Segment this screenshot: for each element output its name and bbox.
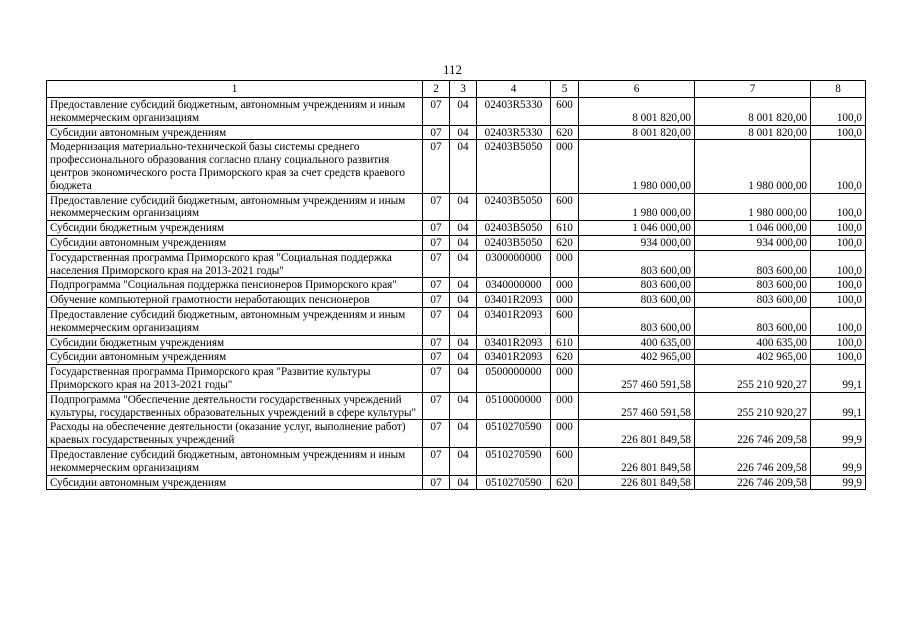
execution-percent-cell: 100,0 bbox=[811, 140, 866, 193]
table-row bbox=[47, 420, 866, 448]
expense-type-cell: 000 bbox=[551, 250, 579, 278]
expense-name-cell: Субсидии бюджетным учреждениям bbox=[47, 221, 423, 236]
expense-type-cell: 620 bbox=[551, 475, 579, 490]
table-row bbox=[47, 307, 866, 335]
section-code-cell: 07 bbox=[423, 335, 450, 350]
subsection-code-cell: 04 bbox=[450, 475, 477, 490]
subsection-code-cell: 04 bbox=[450, 307, 477, 335]
executed-amount-cell: 1 980 000,00 bbox=[695, 193, 811, 221]
expense-type-cell: 000 bbox=[551, 293, 579, 308]
target-article-cell: 02403B5050 bbox=[477, 140, 551, 193]
expense-name-cell: Государственная программа Приморского края "Социальная поддержка населения Приморского края на 2013-2021 годы" bbox=[47, 250, 423, 278]
section-code-cell: 07 bbox=[423, 235, 450, 250]
expense-type-cell: 000 bbox=[551, 140, 579, 193]
execution-percent-cell: 100,0 bbox=[811, 278, 866, 293]
planned-amount-cell: 1 980 000,00 bbox=[579, 193, 695, 221]
column-header: 2 bbox=[423, 81, 450, 98]
subsection-code-cell: 04 bbox=[450, 235, 477, 250]
planned-amount-cell: 400 635,00 bbox=[579, 335, 695, 350]
expense-type-cell: 600 bbox=[551, 98, 579, 126]
target-article-cell: 03401R2093 bbox=[477, 307, 551, 335]
expense-name-cell: Подпрограмма "Социальная поддержка пенсионеров Приморского края" bbox=[47, 278, 423, 293]
subsection-code-cell: 04 bbox=[450, 278, 477, 293]
column-header: 3 bbox=[450, 81, 477, 98]
target-article-cell: 0340000000 bbox=[477, 278, 551, 293]
expense-type-cell: 600 bbox=[551, 193, 579, 221]
section-code-cell: 07 bbox=[423, 293, 450, 308]
expense-name-cell: Подпрограмма "Обеспечение деятельности государственных учреждений культуры, государственных образовательных учреждений в сфере культуры" bbox=[47, 392, 423, 420]
column-header: 6 bbox=[579, 81, 695, 98]
planned-amount-cell: 257 460 591,58 bbox=[579, 392, 695, 420]
executed-amount-cell: 1 980 000,00 bbox=[695, 140, 811, 193]
planned-amount-cell: 1 046 000,00 bbox=[579, 221, 695, 236]
expense-name-cell: Субсидии автономным учреждениям bbox=[47, 350, 423, 365]
table-row bbox=[47, 221, 866, 236]
column-header: 4 bbox=[477, 81, 551, 98]
planned-amount-cell: 803 600,00 bbox=[579, 307, 695, 335]
subsection-code-cell: 04 bbox=[450, 140, 477, 193]
section-code-cell: 07 bbox=[423, 475, 450, 490]
page-number: 112 bbox=[442, 62, 463, 77]
executed-amount-cell: 803 600,00 bbox=[695, 250, 811, 278]
table-row bbox=[47, 98, 866, 126]
section-code-cell: 07 bbox=[423, 140, 450, 193]
expense-type-cell: 610 bbox=[551, 335, 579, 350]
planned-amount-cell: 803 600,00 bbox=[579, 293, 695, 308]
execution-percent-cell: 100,0 bbox=[811, 125, 866, 140]
expense-name-cell: Предоставление субсидий бюджетным, автономным учреждениям и иным некоммерческим организациям bbox=[47, 307, 423, 335]
planned-amount-cell: 402 965,00 bbox=[579, 350, 695, 365]
subsection-code-cell: 04 bbox=[450, 350, 477, 365]
budget-table bbox=[46, 80, 866, 490]
target-article-cell: 02403B5050 bbox=[477, 235, 551, 250]
target-article-cell: 02403B5050 bbox=[477, 193, 551, 221]
subsection-code-cell: 04 bbox=[450, 365, 477, 393]
section-code-cell: 07 bbox=[423, 392, 450, 420]
executed-amount-cell: 400 635,00 bbox=[695, 335, 811, 350]
section-code-cell: 07 bbox=[423, 250, 450, 278]
section-code-cell: 07 bbox=[423, 447, 450, 475]
expense-name-cell: Расходы на обеспечение деятельности (оказание услуг, выполнение работ) краевых государственных учреждений bbox=[47, 420, 423, 448]
executed-amount-cell: 803 600,00 bbox=[695, 293, 811, 308]
column-header: 1 bbox=[47, 81, 423, 98]
executed-amount-cell: 1 046 000,00 bbox=[695, 221, 811, 236]
section-code-cell: 07 bbox=[423, 278, 450, 293]
executed-amount-cell: 226 746 209,58 bbox=[695, 475, 811, 490]
table-row bbox=[47, 140, 866, 193]
subsection-code-cell: 04 bbox=[450, 125, 477, 140]
executed-amount-cell: 255 210 920,27 bbox=[695, 365, 811, 393]
planned-amount-cell: 226 801 849,58 bbox=[579, 475, 695, 490]
expense-type-cell: 620 bbox=[551, 235, 579, 250]
column-header: 7 bbox=[695, 81, 811, 98]
planned-amount-cell: 226 801 849,58 bbox=[579, 447, 695, 475]
section-code-cell: 07 bbox=[423, 193, 450, 221]
expense-name-cell: Предоставление субсидий бюджетным, автономным учреждениям и иным некоммерческим организациям bbox=[47, 193, 423, 221]
planned-amount-cell: 803 600,00 bbox=[579, 250, 695, 278]
subsection-code-cell: 04 bbox=[450, 193, 477, 221]
execution-percent-cell: 99,1 bbox=[811, 365, 866, 393]
executed-amount-cell: 226 746 209,58 bbox=[695, 447, 811, 475]
executed-amount-cell: 402 965,00 bbox=[695, 350, 811, 365]
table-row bbox=[47, 447, 866, 475]
executed-amount-cell: 803 600,00 bbox=[695, 307, 811, 335]
executed-amount-cell: 803 600,00 bbox=[695, 278, 811, 293]
expense-name-cell: Модернизация материально-технической базы системы среднего профессионального образования согласно плану социального развития центров экономического роста Приморского края за счет средств краевого бюджета bbox=[47, 140, 423, 193]
subsection-code-cell: 04 bbox=[450, 221, 477, 236]
execution-percent-cell: 100,0 bbox=[811, 235, 866, 250]
planned-amount-cell: 8 001 820,00 bbox=[579, 98, 695, 126]
table-row bbox=[47, 475, 866, 490]
executed-amount-cell: 934 000,00 bbox=[695, 235, 811, 250]
table-row bbox=[47, 335, 866, 350]
planned-amount-cell: 803 600,00 bbox=[579, 278, 695, 293]
subsection-code-cell: 04 bbox=[450, 420, 477, 448]
column-header: 5 bbox=[551, 81, 579, 98]
subsection-code-cell: 04 bbox=[450, 447, 477, 475]
expense-type-cell: 000 bbox=[551, 392, 579, 420]
execution-percent-cell: 100,0 bbox=[811, 98, 866, 126]
execution-percent-cell: 100,0 bbox=[811, 221, 866, 236]
section-code-cell: 07 bbox=[423, 350, 450, 365]
table-row bbox=[47, 193, 866, 221]
target-article-cell: 03401R2093 bbox=[477, 335, 551, 350]
subsection-code-cell: 04 bbox=[450, 392, 477, 420]
expense-type-cell: 000 bbox=[551, 365, 579, 393]
target-article-cell: 02403R5330 bbox=[477, 98, 551, 126]
execution-percent-cell: 99,9 bbox=[811, 420, 866, 448]
expense-name-cell: Субсидии бюджетным учреждениям bbox=[47, 335, 423, 350]
planned-amount-cell: 257 460 591,58 bbox=[579, 365, 695, 393]
executed-amount-cell: 255 210 920,27 bbox=[695, 392, 811, 420]
subsection-code-cell: 04 bbox=[450, 250, 477, 278]
table-row bbox=[47, 278, 866, 293]
expense-name-cell: Предоставление субсидий бюджетным, автономным учреждениям и иным некоммерческим организациям bbox=[47, 98, 423, 126]
expense-name-cell: Субсидии автономным учреждениям bbox=[47, 125, 423, 140]
table-row bbox=[47, 392, 866, 420]
expense-name-cell: Субсидии автономным учреждениям bbox=[47, 475, 423, 490]
column-number-row bbox=[47, 81, 866, 98]
expense-name-cell: Государственная программа Приморского края "Развитие культуры Приморского края на 2013-2021 годы" bbox=[47, 365, 423, 393]
expense-type-cell: 600 bbox=[551, 307, 579, 335]
executed-amount-cell: 8 001 820,00 bbox=[695, 125, 811, 140]
expense-name-cell: Предоставление субсидий бюджетным, автономным учреждениям и иным некоммерческим организациям bbox=[47, 447, 423, 475]
executed-amount-cell: 226 746 209,58 bbox=[695, 420, 811, 448]
column-header: 8 bbox=[811, 81, 866, 98]
expense-name-cell: Обучение компьютерной грамотности неработающих пенсионеров bbox=[47, 293, 423, 308]
section-code-cell: 07 bbox=[423, 365, 450, 393]
expense-type-cell: 600 bbox=[551, 447, 579, 475]
expense-type-cell: 000 bbox=[551, 420, 579, 448]
expense-name-cell: Субсидии автономным учреждениям bbox=[47, 235, 423, 250]
executed-amount-cell: 8 001 820,00 bbox=[695, 98, 811, 126]
target-article-cell: 03401R2093 bbox=[477, 293, 551, 308]
expense-type-cell: 000 bbox=[551, 278, 579, 293]
table-row bbox=[47, 365, 866, 393]
table-row bbox=[47, 125, 866, 140]
table-row bbox=[47, 350, 866, 365]
section-code-cell: 07 bbox=[423, 420, 450, 448]
section-code-cell: 07 bbox=[423, 221, 450, 236]
expense-type-cell: 610 bbox=[551, 221, 579, 236]
planned-amount-cell: 8 001 820,00 bbox=[579, 125, 695, 140]
planned-amount-cell: 226 801 849,58 bbox=[579, 420, 695, 448]
table-row bbox=[47, 250, 866, 278]
execution-percent-cell: 100,0 bbox=[811, 250, 866, 278]
execution-percent-cell: 100,0 bbox=[811, 350, 866, 365]
execution-percent-cell: 99,1 bbox=[811, 392, 866, 420]
planned-amount-cell: 1 980 000,00 bbox=[579, 140, 695, 193]
target-article-cell: 0300000000 bbox=[477, 250, 551, 278]
table-row bbox=[47, 235, 866, 250]
section-code-cell: 07 bbox=[423, 307, 450, 335]
execution-percent-cell: 100,0 bbox=[811, 307, 866, 335]
target-article-cell: 0510270590 bbox=[477, 420, 551, 448]
target-article-cell: 02403B5050 bbox=[477, 221, 551, 236]
subsection-code-cell: 04 bbox=[450, 335, 477, 350]
execution-percent-cell: 100,0 bbox=[811, 335, 866, 350]
target-article-cell: 03401R2093 bbox=[477, 350, 551, 365]
execution-percent-cell: 99,9 bbox=[811, 475, 866, 490]
execution-percent-cell: 100,0 bbox=[811, 193, 866, 221]
expense-type-cell: 620 bbox=[551, 125, 579, 140]
target-article-cell: 0510000000 bbox=[477, 392, 551, 420]
target-article-cell: 0510270590 bbox=[477, 475, 551, 490]
table-row bbox=[47, 293, 866, 308]
execution-percent-cell: 100,0 bbox=[811, 293, 866, 308]
planned-amount-cell: 934 000,00 bbox=[579, 235, 695, 250]
execution-percent-cell: 99,9 bbox=[811, 447, 866, 475]
section-code-cell: 07 bbox=[423, 125, 450, 140]
target-article-cell: 02403R5330 bbox=[477, 125, 551, 140]
target-article-cell: 0500000000 bbox=[477, 365, 551, 393]
section-code-cell: 07 bbox=[423, 98, 450, 126]
expense-type-cell: 620 bbox=[551, 350, 579, 365]
subsection-code-cell: 04 bbox=[450, 98, 477, 126]
target-article-cell: 0510270590 bbox=[477, 447, 551, 475]
subsection-code-cell: 04 bbox=[450, 293, 477, 308]
